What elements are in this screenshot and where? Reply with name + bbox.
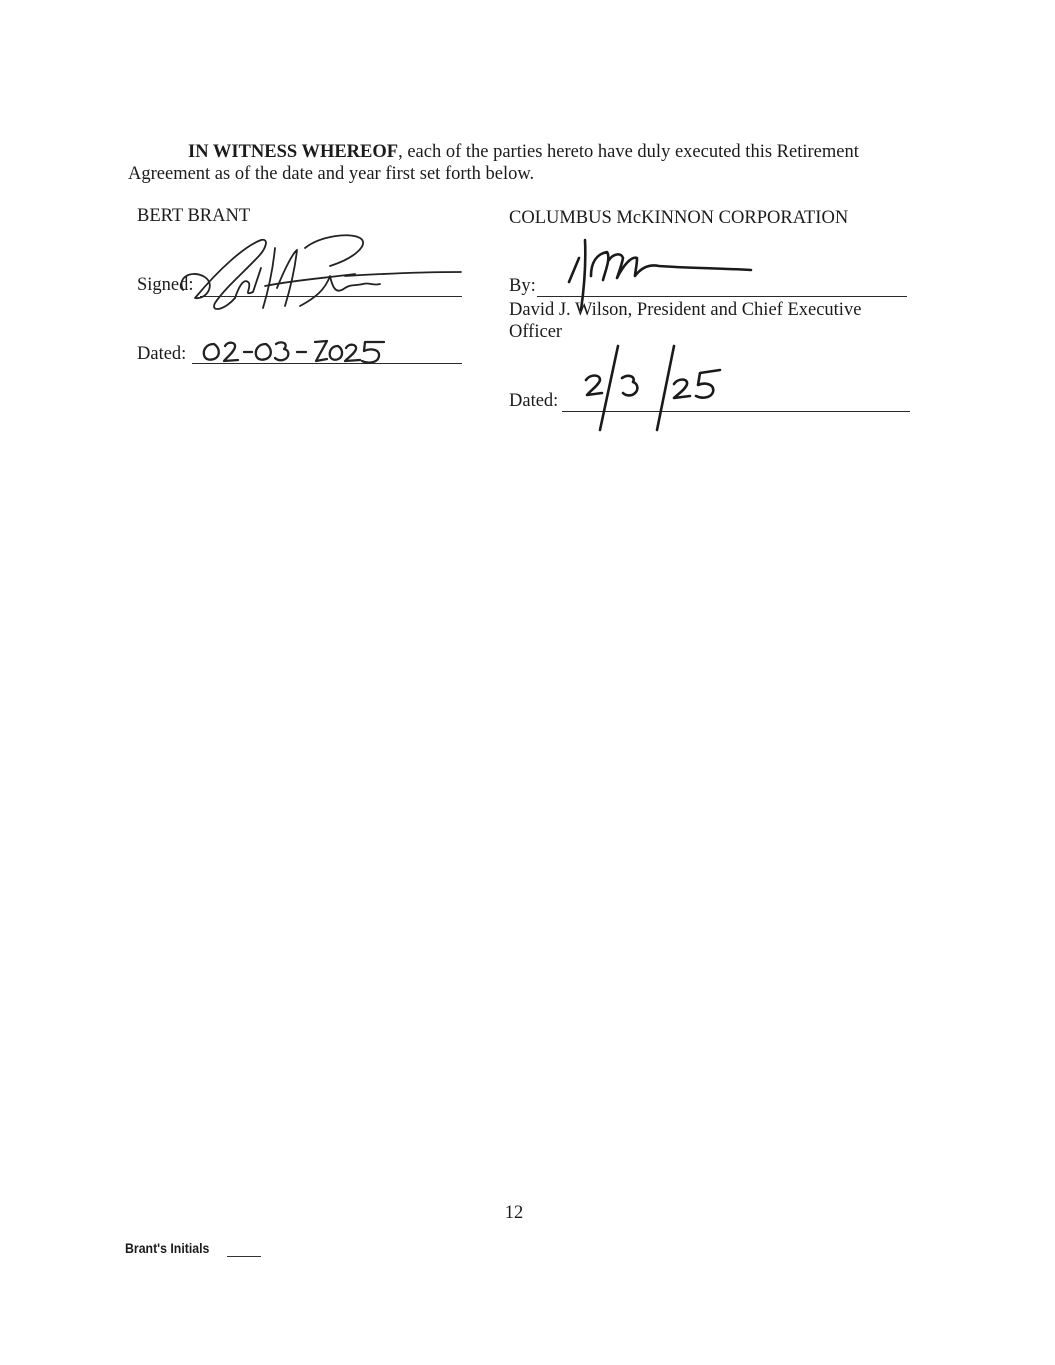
- left-signature: [165, 228, 475, 323]
- left-dated-label: Dated:: [137, 344, 187, 364]
- by-label: By:: [509, 276, 536, 296]
- witness-heading: IN WITNESS WHEREOF: [188, 142, 399, 162]
- right-party-name: COLUMBUS McKINNON CORPORATION: [509, 208, 849, 228]
- signer-title-line2: Officer: [509, 322, 563, 342]
- right-dated-handwriting: [578, 340, 728, 435]
- left-party-name: BERT BRANT: [137, 206, 251, 226]
- witness-text: , each of the parties hereto have duly executed this Retirement Agreement as of the date and year first set forth below.: [128, 142, 859, 184]
- left-dated-handwriting: [198, 334, 403, 370]
- initials-label: Brant's Initials: [125, 1240, 210, 1256]
- signed-label: Signed:: [137, 275, 194, 295]
- right-dated-label: Dated:: [509, 391, 559, 411]
- page-number: 12: [504, 1203, 524, 1223]
- signer-title-line1: David J. Wilson, President and Chief Executive: [509, 300, 862, 320]
- initials-line: [227, 1256, 261, 1257]
- witness-paragraph: [128, 141, 918, 185]
